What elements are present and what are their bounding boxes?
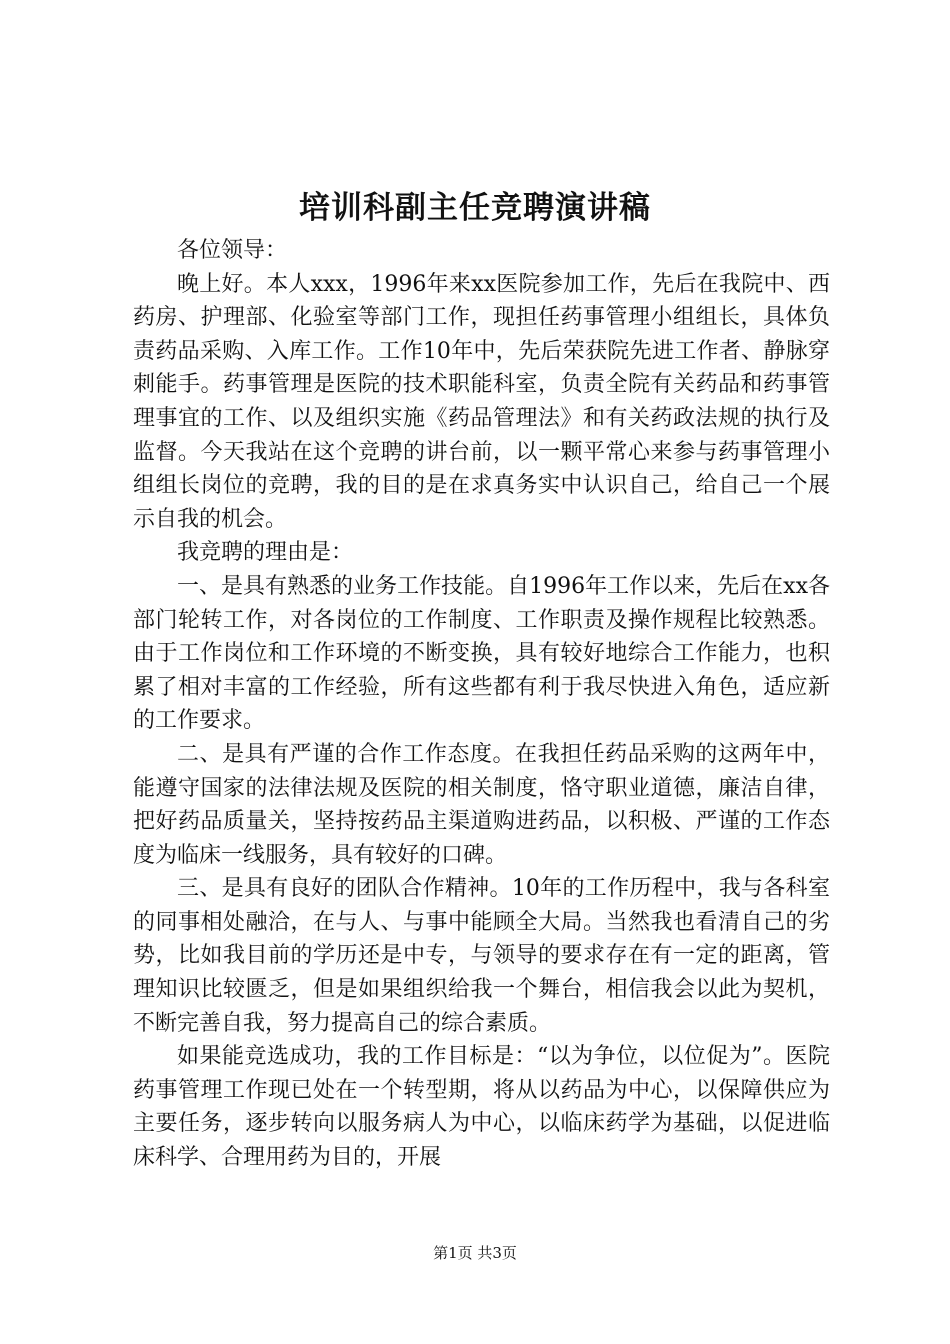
- reason-three-paragraph: 三、是具有良好的团队合作精神。10年的工作历程中，我与各科室的同事相处融洽，在与人、与事中能顾全大局。当然我也看清自己的劣势，比如我目前的学历还是中专，与领导的要求存在有一定的距离，管理知识比较匮乏，但是如果组织给我一个舞台，相信我会以此为契机，不断完善自我，努力提高自己的综合素质。: [133, 876, 830, 1036]
- goal-paragraph: 如果能竞选成功，我的工作目标是：“以为争位，以位促为”。医院药事管理工作现已处在一个转型期，将从以药品为中心，以保障供应为主要任务，逐步转向以服务病人为中心，以临床药学为基础，以促进临床科学、合理用药为目的，开展: [133, 1044, 830, 1171]
- reason-two-paragraph: 二、是具有严谨的合作工作态度。在我担任药品采购的这两年中，能遵守国家的法律法规及医院的相关制度，恪守职业道德，廉洁自律，把好药品质量关，坚持按药品主渠道购进药品，以积极、严谨的工作态度为临床一线服务，具有较好的口碑。: [133, 741, 830, 868]
- document-body: [133, 234, 830, 1175]
- intro-paragraph: 晚上好。本人xxx，1996年来xx医院参加工作，先后在我院中、西药房、护理部、化验室等部门工作，现担任药事管理小组组长，具体负责药品采购、入库工作。工作10年中，先后荣获院先进工作者、静脉穿刺能手。药事管理是医院的技术职能科室，负责全院有关药品和药事管理事宜的工作、以及组织实施《药品管理法》和有关药政法规的执行及监督。今天我站在这个竞聘的讲台前，以一颗平常心来参与药事管理小组组长岗位的竞聘，我的目的是在求真务实中认识自己，给自己一个展示自我的机会。: [133, 271, 830, 532]
- reason-one-paragraph: 一、是具有熟悉的业务工作技能。自1996年工作以来，先后在xx各部门轮转工作，对各岗位的工作制度、工作职责及操作规程比较熟悉。由于工作岗位和工作环境的不断变换，具有较好地综合工作能力，也积累了相对丰富的工作经验，所有这些都有利于我尽快进入角色，适应新的工作要求。: [133, 573, 830, 734]
- greeting-paragraph: 各位领导：: [177, 238, 288, 263]
- reasons-heading-paragraph: 我竞聘的理由是：: [177, 540, 354, 566]
- document-title: 培训科副主任竞聘演讲稿: [299, 190, 651, 226]
- page-number-footer: 第1页 共3页: [433, 1244, 517, 1262]
